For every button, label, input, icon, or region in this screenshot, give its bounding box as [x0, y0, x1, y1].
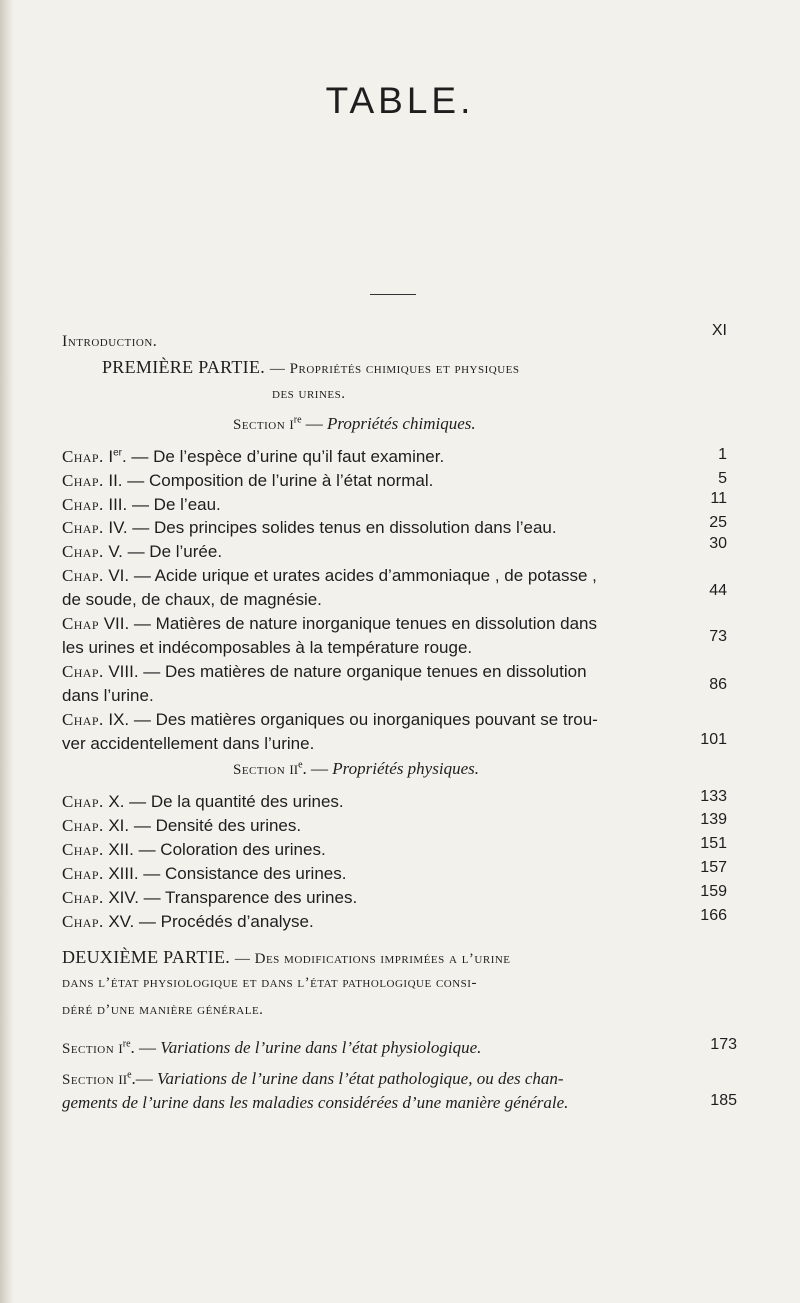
chapter-number: XII	[108, 840, 130, 859]
part1-section2-heading	[233, 759, 479, 779]
part1-heading-line	[102, 357, 519, 378]
chapter-entry	[62, 816, 301, 836]
chapter-title: . — Coloration des urines.	[129, 840, 326, 859]
chapter-page: 86	[709, 676, 727, 693]
chapter-label: Chap.	[62, 864, 104, 883]
chapter-entry	[62, 471, 433, 491]
chapter-page: 30	[709, 535, 727, 552]
chapter-label: Chap.	[62, 816, 104, 835]
section-number: I	[289, 417, 294, 432]
chapter-entry	[62, 614, 597, 634]
chapter-title-cont: de soude, de chaux, de magnésie.	[62, 590, 322, 609]
chapter-number: XIII	[108, 864, 134, 883]
chapter-page: 5	[718, 470, 727, 487]
chapter-title: . — Matières de nature inorganique tenues en dissolution dans	[124, 614, 598, 633]
chapter-title-cont: les urines et indécomposables à la température rouge.	[62, 638, 473, 657]
part2-section2-heading	[62, 1069, 564, 1089]
chapter-number: V	[108, 542, 119, 561]
part1-subtitle: — Propriétés chimiques et physiques	[269, 361, 520, 377]
section-page: 185	[710, 1092, 737, 1109]
chapter-entry	[62, 518, 557, 538]
introduction-entry	[62, 333, 157, 351]
section-title: Propriétés chimiques.	[327, 414, 476, 433]
chapter-title: . — Composition de l’urine à l’état normal.	[117, 471, 434, 490]
section-sup: re	[293, 414, 302, 426]
chapter-label: Chap.	[62, 912, 104, 931]
chapter-number: X	[108, 792, 120, 811]
chapter-entry	[62, 566, 597, 586]
chapter-number: II	[108, 471, 118, 490]
chapter-entry	[62, 447, 444, 467]
chapter-number: III	[108, 495, 123, 514]
chapter-title: . — De l’espèce d’urine qu’il faut examiner.	[121, 447, 445, 466]
part2-section1-heading	[62, 1038, 481, 1058]
chapter-number: VII	[103, 614, 125, 633]
chapter-page: 157	[700, 859, 727, 876]
section-sup: e	[298, 759, 303, 771]
section-label: Section	[62, 1072, 115, 1088]
part1-subtitle-cont: des urines.	[272, 386, 346, 402]
section-sup: e	[127, 1069, 132, 1081]
chapter-label: Chap.	[62, 542, 104, 561]
chapter-number: IV	[108, 518, 123, 537]
chapter-title: . — Consistance des urines.	[133, 864, 347, 883]
chapter-number: VIII	[108, 662, 134, 681]
section-dash: . —	[130, 1038, 161, 1057]
part2-subtitle-cont: dans l’état physiologique et dans l’état pathologique consi-	[62, 975, 477, 991]
chapter-page: 166	[700, 907, 727, 924]
chapter-label: Chap.	[62, 495, 104, 514]
section-number: II	[118, 1072, 128, 1087]
page-binding-edge	[0, 0, 14, 1303]
chapter-entry	[62, 542, 222, 562]
chapter-page: 44	[709, 582, 727, 599]
chapter-number: XI	[108, 816, 125, 835]
chapter-title: . — De la quantité des urines.	[119, 792, 344, 811]
chapter-page: 139	[700, 811, 727, 828]
title-rule	[370, 294, 416, 295]
chapter-entry	[62, 710, 598, 730]
chapter-number: IX	[108, 710, 125, 729]
chapter-title: . — Des matières organiques ou inorganiques pouvant se trou-	[124, 710, 598, 729]
introduction-label: Introduction.	[62, 333, 158, 350]
chapter-label: Chap.	[62, 888, 104, 907]
chapter-page: 25	[709, 514, 727, 531]
section-label: Section	[233, 417, 286, 433]
chapter-title-cont: dans l’urine.	[62, 686, 154, 705]
chapter-label: Chap.	[62, 518, 104, 537]
part1-heading: PREMIÈRE PARTIE.	[102, 357, 266, 377]
chapter-title: . — Acide urique et urates acides d’ammoniaque , de potasse ,	[124, 566, 597, 585]
chapter-entry	[62, 792, 344, 812]
chapter-number: XIV	[108, 888, 135, 907]
chapter-entry	[62, 495, 221, 515]
chapter-title: . — Transparence des urines.	[134, 888, 358, 907]
section-dash: . —	[302, 759, 333, 778]
section-label: Section	[62, 1041, 115, 1057]
section-number: II	[289, 762, 299, 777]
chapter-page: 151	[700, 835, 727, 852]
section-dash: .—	[131, 1069, 158, 1088]
page-title: TABLE.	[325, 80, 475, 121]
chapter-title: . — Procédés d’analyse.	[129, 912, 314, 931]
chapter-title: . — Des matières de nature organique tenues en dissolution	[133, 662, 587, 681]
chapter-page: 1	[718, 446, 727, 463]
chapter-page: 101	[700, 731, 727, 748]
section-dash: —	[301, 414, 328, 433]
chapter-page: 73	[709, 628, 727, 645]
section-title: Variations de l’urine dans l’état pathologique, ou des chan-	[157, 1069, 564, 1088]
chapter-title: . — Des principes solides tenus en dissolution dans l’eau.	[122, 518, 557, 537]
part2-heading-line	[62, 947, 511, 968]
part2-heading: DEUXIÈME PARTIE.	[62, 947, 231, 967]
chapter-entry	[62, 662, 587, 682]
chapter-title-cont: ver accidentellement dans l’urine.	[62, 734, 315, 753]
part1-section1-heading	[233, 414, 476, 434]
part2-subtitle: — Des modifications imprimées a l’urine	[234, 951, 511, 967]
chapter-title: . — De l’eau.	[122, 495, 221, 514]
section-title: Variations de l’urine dans l’état physiologique.	[160, 1038, 482, 1057]
chapter-title: . — Densité des urines.	[124, 816, 302, 835]
section-sup: re	[122, 1038, 131, 1050]
chapter-label: Chap.	[62, 471, 104, 490]
introduction-page: XI	[711, 322, 727, 339]
chapter-entry	[62, 864, 346, 884]
chapter-page: 159	[700, 883, 727, 900]
chapter-sup: er	[113, 447, 122, 459]
chapter-number: XV	[108, 912, 130, 931]
chapter-label: Chap.	[62, 792, 104, 811]
section-title: Propriétés physiques.	[332, 759, 479, 778]
chapter-label: Chap.	[62, 710, 104, 729]
chapter-number: I	[108, 447, 114, 466]
chapter-label: Chap.	[62, 662, 104, 681]
chapter-entry	[62, 888, 357, 908]
chapter-entry	[62, 840, 326, 860]
chapter-entry	[62, 912, 314, 932]
section-number: I	[118, 1041, 123, 1056]
chapter-label: Chap.	[62, 840, 104, 859]
chapter-label: Chap.	[62, 447, 104, 466]
section-title-cont: gements de l’urine dans les maladies considérées d’une manière générale.	[62, 1093, 569, 1112]
chapter-label: Chap	[62, 614, 99, 633]
chapter-page: 133	[700, 788, 727, 805]
chapter-title: . — De l’urée.	[118, 542, 223, 561]
chapter-label: Chap.	[62, 566, 104, 585]
section-label: Section	[233, 762, 286, 778]
chapter-page: 11	[710, 490, 727, 507]
part2-subtitle-cont: déré d’une manière générale.	[62, 1002, 264, 1018]
chapter-number: VI	[108, 566, 125, 585]
section-page: 173	[710, 1036, 737, 1053]
